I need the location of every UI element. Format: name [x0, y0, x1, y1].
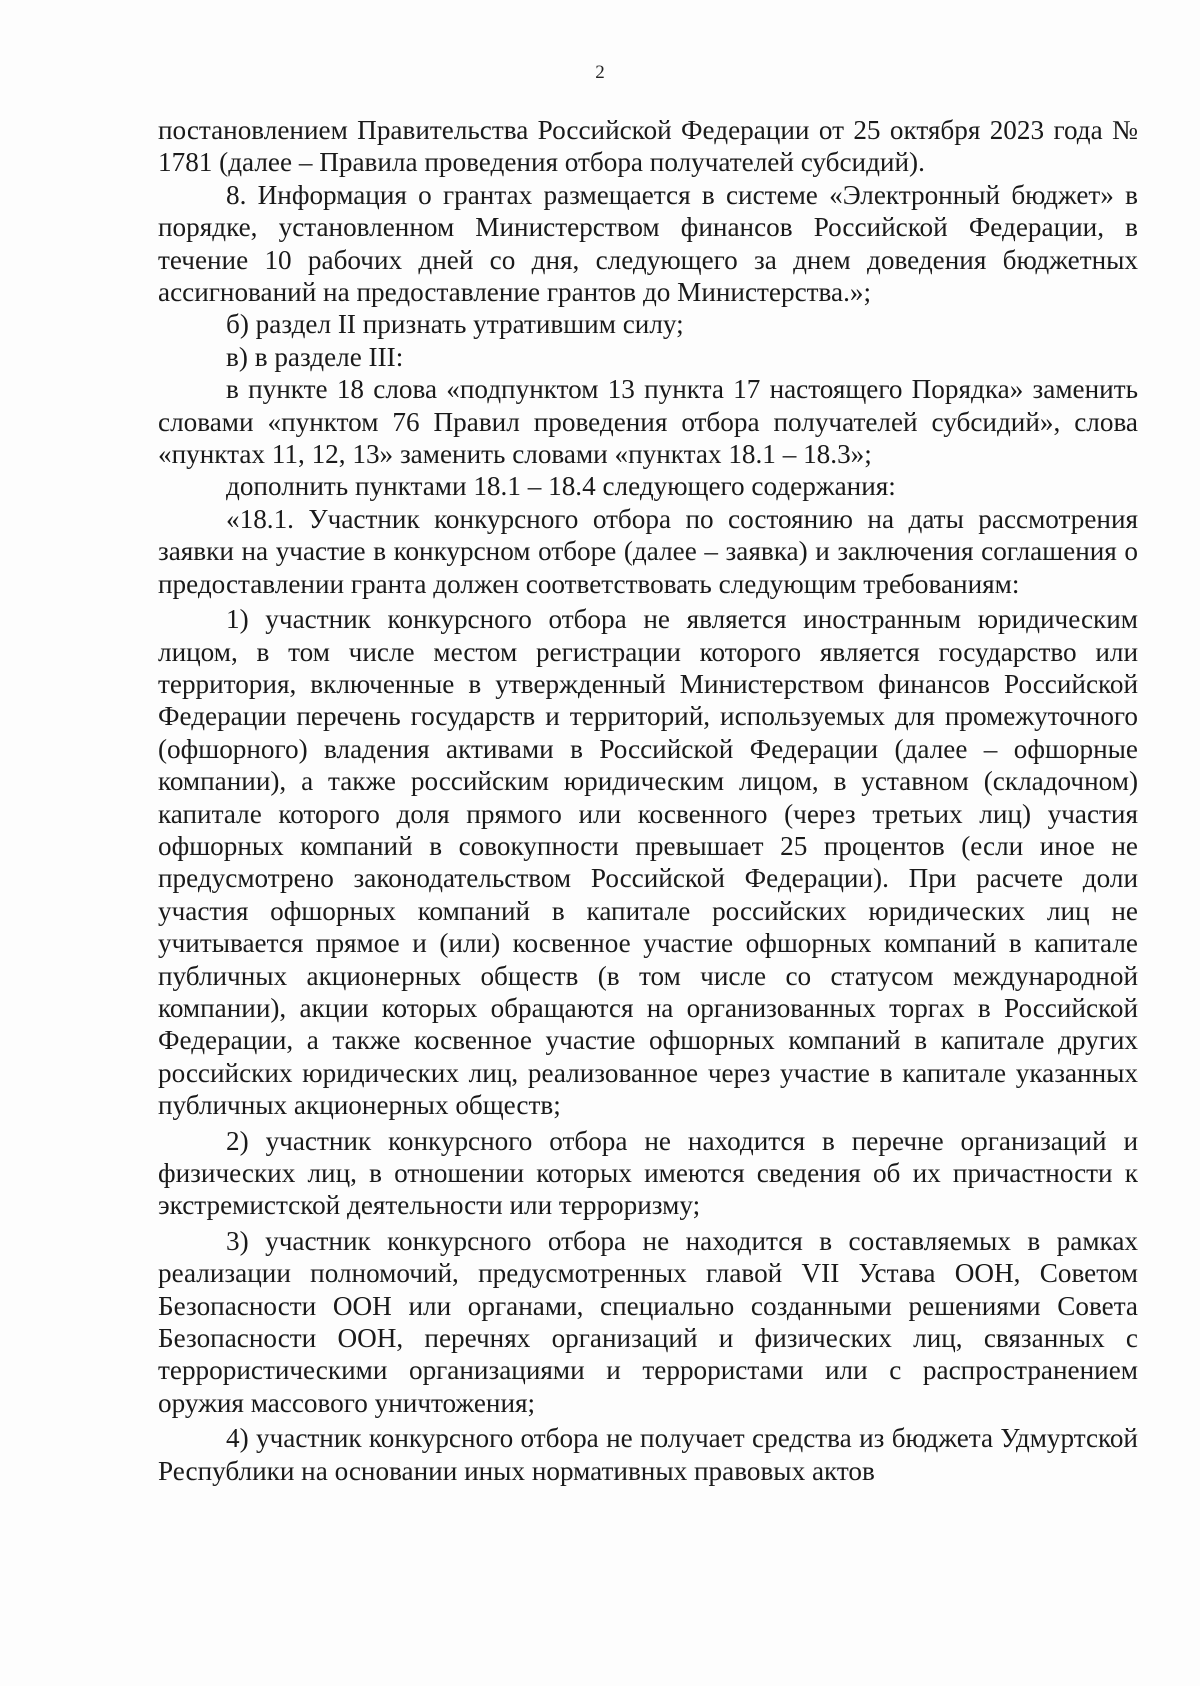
paragraph-requirement-1: 1) участник конкурсного отбора не является иностранным юридическим лицом, в том числе местом регистрации которого является государство или территория, включенные в утвержденный Министерством финансов Российской Федерации перечень государств и территорий, используемых для промежуточного (офшорного) владения активами в Российской Федерации (далее – офшорные компании), а также российским юридическим лицом, в уставном (складочном) капитале которого доля прямого или косвенного (через третьих лиц) участия офшорных компаний в совокупности превышает 25 процентов (если иное не предусмотрено законодательством Российской Федерации). При расчете доли участия офшорных компаний в капитале российских юридических лиц не учитывается прямое и (или) косвенное участие офшорных компаний в капитале публичных акционерных обществ (в том числе со статусом международной компании), акции которых обращаются на организованных торгах в Российской Федерации, а также косвенное участие офшорных компаний в капитале других российских юридических лиц, реализованное через участие в капитале указанных публичных акционерных обществ; [158, 604, 1138, 1121]
paragraph-item-18-1: «18.1. Участник конкурсного отбора по состоянию на даты рассмотрения заявки на участие в конкурсном отборе (далее – заявка) и заключения соглашения о предоставлении гранта должен соответствовать следующим требованиям: [158, 503, 1138, 599]
paragraph-item-8: 8. Информация о грантах размещается в системе «Электронный бюджет» в порядке, установленном Министерством финансов Российской Федерации, в течение 10 рабочих дней со дня, следующего за днем доведения бюджетных ассигнований на предоставление грантов до Министерства.»; [158, 179, 1138, 308]
paragraph-requirement-4: 4) участник конкурсного отбора не получает средства из бюджета Удмуртской Республики на основании иных нормативных правовых актов [158, 1423, 1138, 1486]
paragraph-subitem-v: в) в разделе III: [226, 341, 404, 372]
paragraph-requirement-3: 3) участник конкурсного отбора не находится в составляемых в рамках реализации полномочий, предусмотренных главой VII Устава ООН, Советом Безопасности ООН или органами, специально созданными решениями Совета Безопасности ООН, перечнях организаций и физических лиц, связанных с террористическими организациями и террористами или с распространением оружия массового уничтожения; [158, 1225, 1138, 1418]
paragraph-item-18-amendment: в пункте 18 слова «подпунктом 13 пункта 17 настоящего Порядка» заменить словами «пунктом 76 Правил проведения отбора получателей субсидий», слова «пунктах 11, 12, 13» заменить словами «пунктах 18.1 – 18.3»; [158, 374, 1138, 470]
document-body [158, 114, 1138, 1487]
page-number: 2 [595, 62, 605, 83]
paragraph-continuation: постановлением Правительства Российской Федерации от 25 октября 2023 года № 1781 (далее – Правила проведения отбора получателей субсидий). [158, 115, 1138, 178]
paragraph-requirement-2: 2) участник конкурсного отбора не находится в перечне организаций и физических лиц, в отношении которых имеются сведения об их причастности к экстремистской деятельности или терроризму; [158, 1125, 1138, 1221]
paragraph-add-items: дополнить пунктами 18.1 – 18.4 следующего содержания: [226, 471, 896, 502]
paragraph-subitem-b: б) раздел II признать утратившим силу; [226, 309, 684, 340]
